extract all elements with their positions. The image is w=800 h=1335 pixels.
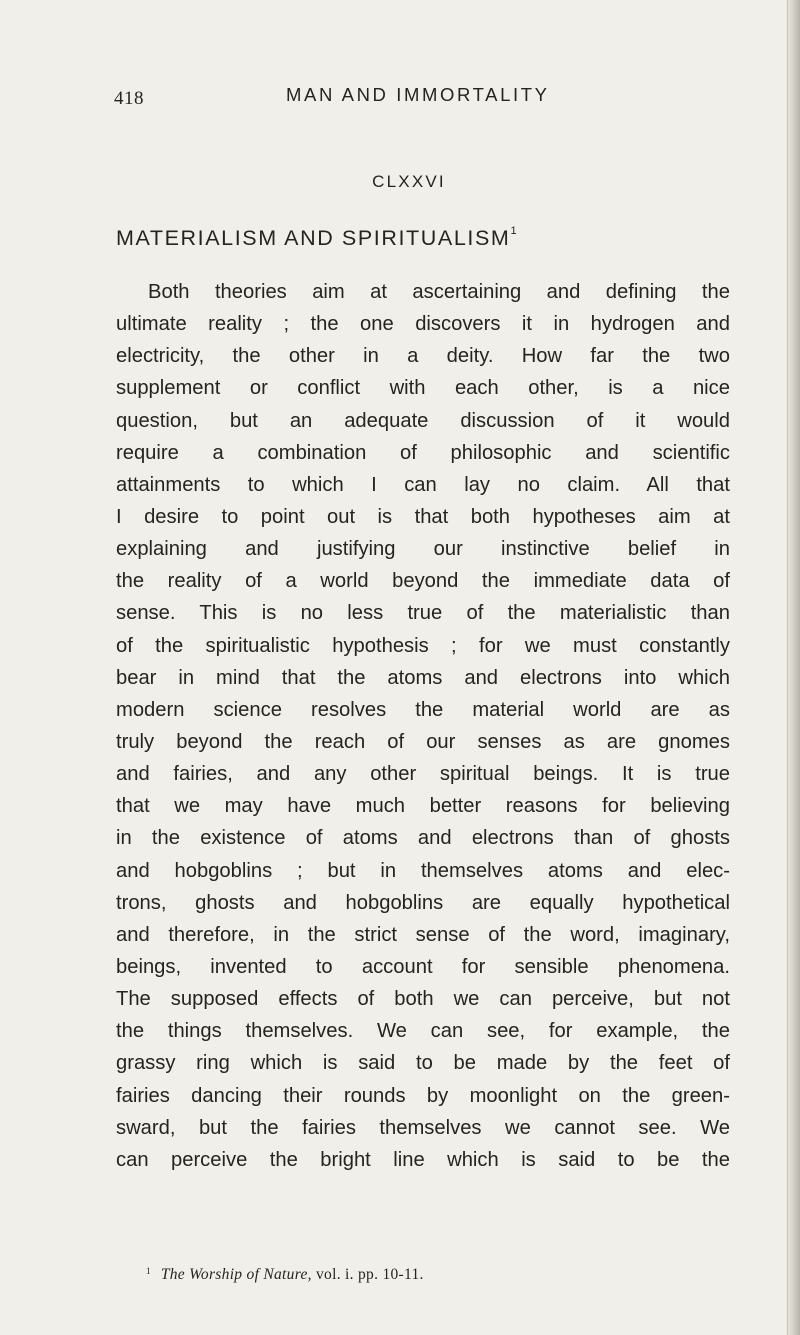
body-line: Both theories aim at ascertaining and defining the bbox=[148, 281, 730, 303]
body-line: the things themselves. We can see, for example, the bbox=[116, 1020, 730, 1043]
body-line: and fairies, and any other spiritual beings. It is true bbox=[116, 763, 730, 786]
body-line: I desire to point out is that both hypotheses aim at bbox=[116, 505, 730, 528]
body-line: and hobgoblins ; but in themselves atoms and elec- bbox=[116, 859, 730, 882]
footnote-reference: 1 bbox=[510, 225, 517, 237]
body-line: explaining and justifying our instinctive belief in bbox=[116, 538, 730, 561]
body-line: sward, but the fairies themselves we cannot see. We bbox=[116, 1116, 730, 1139]
body-line: of the spiritualistic hypothesis ; for we must constantly bbox=[116, 634, 730, 657]
body-paragraph bbox=[116, 276, 730, 1176]
body-line: The supposed effects of both we can perceive, but not bbox=[116, 988, 730, 1011]
body-line: and therefore, in the strict sense of the word, imaginary, bbox=[116, 923, 730, 946]
body-line: question, but an adequate discussion of it would bbox=[116, 409, 730, 432]
footnote-citation: vol. i. pp. 10-11. bbox=[311, 1266, 424, 1283]
body-line: in the existence of atoms and electrons than of ghosts bbox=[116, 827, 730, 850]
footnote-work-title: The Worship of Nature, bbox=[160, 1266, 312, 1283]
body-line: fairies dancing their rounds by moonlight on the green- bbox=[116, 1084, 730, 1107]
chapter-title-text: MATERIALISM AND SPIRITUALISM bbox=[116, 226, 511, 250]
body-line: supplement or conflict with each other, is a nice bbox=[116, 377, 730, 400]
body-line: beings, invented to account for sensible phenomena. bbox=[116, 955, 730, 978]
body-line: grassy ring which is said to be made by the feet of bbox=[116, 1052, 730, 1075]
body-line: truly beyond the reach of our senses as are gnomes bbox=[116, 730, 730, 753]
body-line: sense. This is no less true of the materialistic than bbox=[116, 602, 730, 625]
page-edge-line bbox=[787, 0, 788, 1335]
body-line: require a combination of philosophic and scientific bbox=[116, 441, 730, 464]
page-edge-shadow bbox=[786, 0, 800, 1335]
chapter-title bbox=[116, 226, 756, 251]
body-line: ultimate reality ; the one discovers it in hydrogen and bbox=[116, 313, 730, 336]
footnote bbox=[146, 1266, 706, 1284]
body-line: bear in mind that the atoms and electrons into which bbox=[116, 666, 730, 689]
running-head bbox=[0, 84, 800, 114]
body-line: attainments to which I can lay no claim. All that bbox=[116, 473, 730, 496]
body-line: the reality of a world beyond the immediate data of bbox=[116, 570, 730, 593]
running-title: MAN AND IMMORTALITY bbox=[286, 84, 550, 105]
body-line: electricity, the other in a deity. How far the two bbox=[116, 345, 730, 368]
footnote-marker: 1 bbox=[146, 1266, 151, 1276]
body-line: that we may have much better reasons for believing bbox=[116, 795, 730, 818]
body-line: can perceive the bright line which is said to be the bbox=[116, 1148, 730, 1171]
section-number: CLXXVI bbox=[372, 172, 446, 191]
body-line: trons, ghosts and hobgoblins are equally hypothetical bbox=[116, 891, 730, 914]
body-line: modern science resolves the material world are as bbox=[116, 698, 730, 721]
page-number: 418 bbox=[114, 88, 144, 109]
